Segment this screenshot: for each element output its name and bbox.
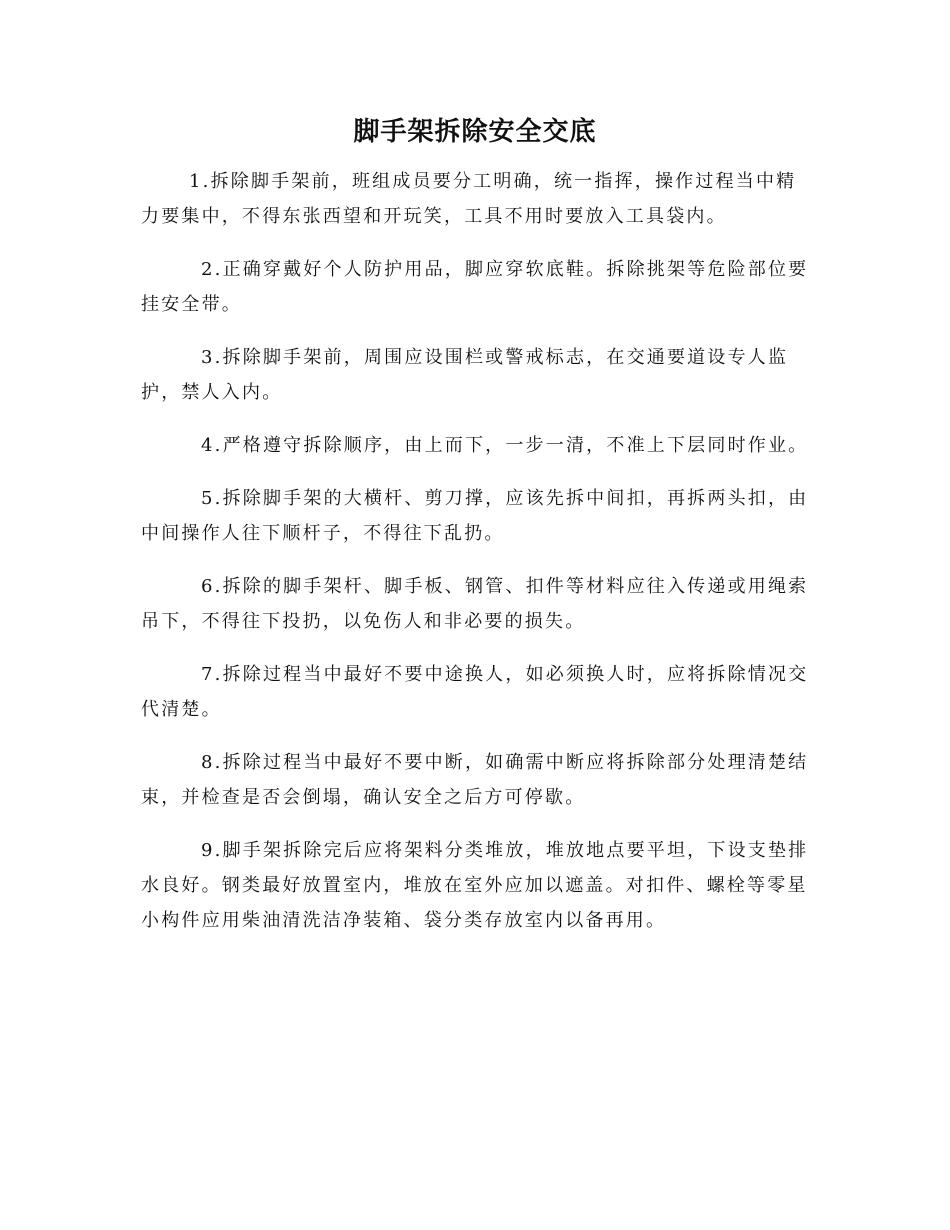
paragraph-7: 7.拆除过程当中最好不要中途换人，如必须换人时，应将拆除情况交代清楚。 xyxy=(141,664,809,720)
document-body xyxy=(141,164,813,956)
paragraph-2: 2.正确穿戴好个人防护用品，脚应穿软底鞋。拆除挑架等危险部位要挂安全带。 xyxy=(141,259,809,315)
paragraph-9: 9.脚手架拆除完后应将架料分类堆放，堆放地点要平坦，下设支垫排水良好。钢类最好放置室内，堆放在室外应加以遮盖。对扣件、螺栓等零星小构件应用柴油清洗洁净装箱、袋分类存放室内以备再用。 xyxy=(141,840,809,931)
document-title: 脚手架拆除安全交底 xyxy=(353,117,597,147)
paragraph-8: 8.拆除过程当中最好不要中断，如确需中断应将拆除部分处理清楚结束，并检查是否会倒塌，确认安全之后方可停歇。 xyxy=(141,752,809,808)
paragraph-4: 4.严格遵守拆除顺序，由上而下，一步一清，不准上下层同时作业。 xyxy=(201,435,809,456)
paragraph-6: 6.拆除的脚手架杆、脚手板、钢管、扣件等材料应往入传递或用绳索吊下，不得往下投扔，以免伤人和非必要的损失。 xyxy=(141,576,809,632)
paragraph-3: 3.拆除脚手架前，周围应设围栏或警戒标志，在交通要道设专人监护，禁人入内。 xyxy=(141,347,789,403)
paragraph-1: 1.拆除脚手架前，班组成员要分工明确，统一指挥，操作过程当中精力要集中，不得东张西望和开玩笑，工具不用时要放入工具袋内。 xyxy=(141,171,797,227)
paragraph-5: 5.拆除脚手架的大横杆、剪刀撑，应该先拆中间扣，再拆两头扣，由中间操作人往下顺杆子，不得往下乱扔。 xyxy=(141,488,809,544)
